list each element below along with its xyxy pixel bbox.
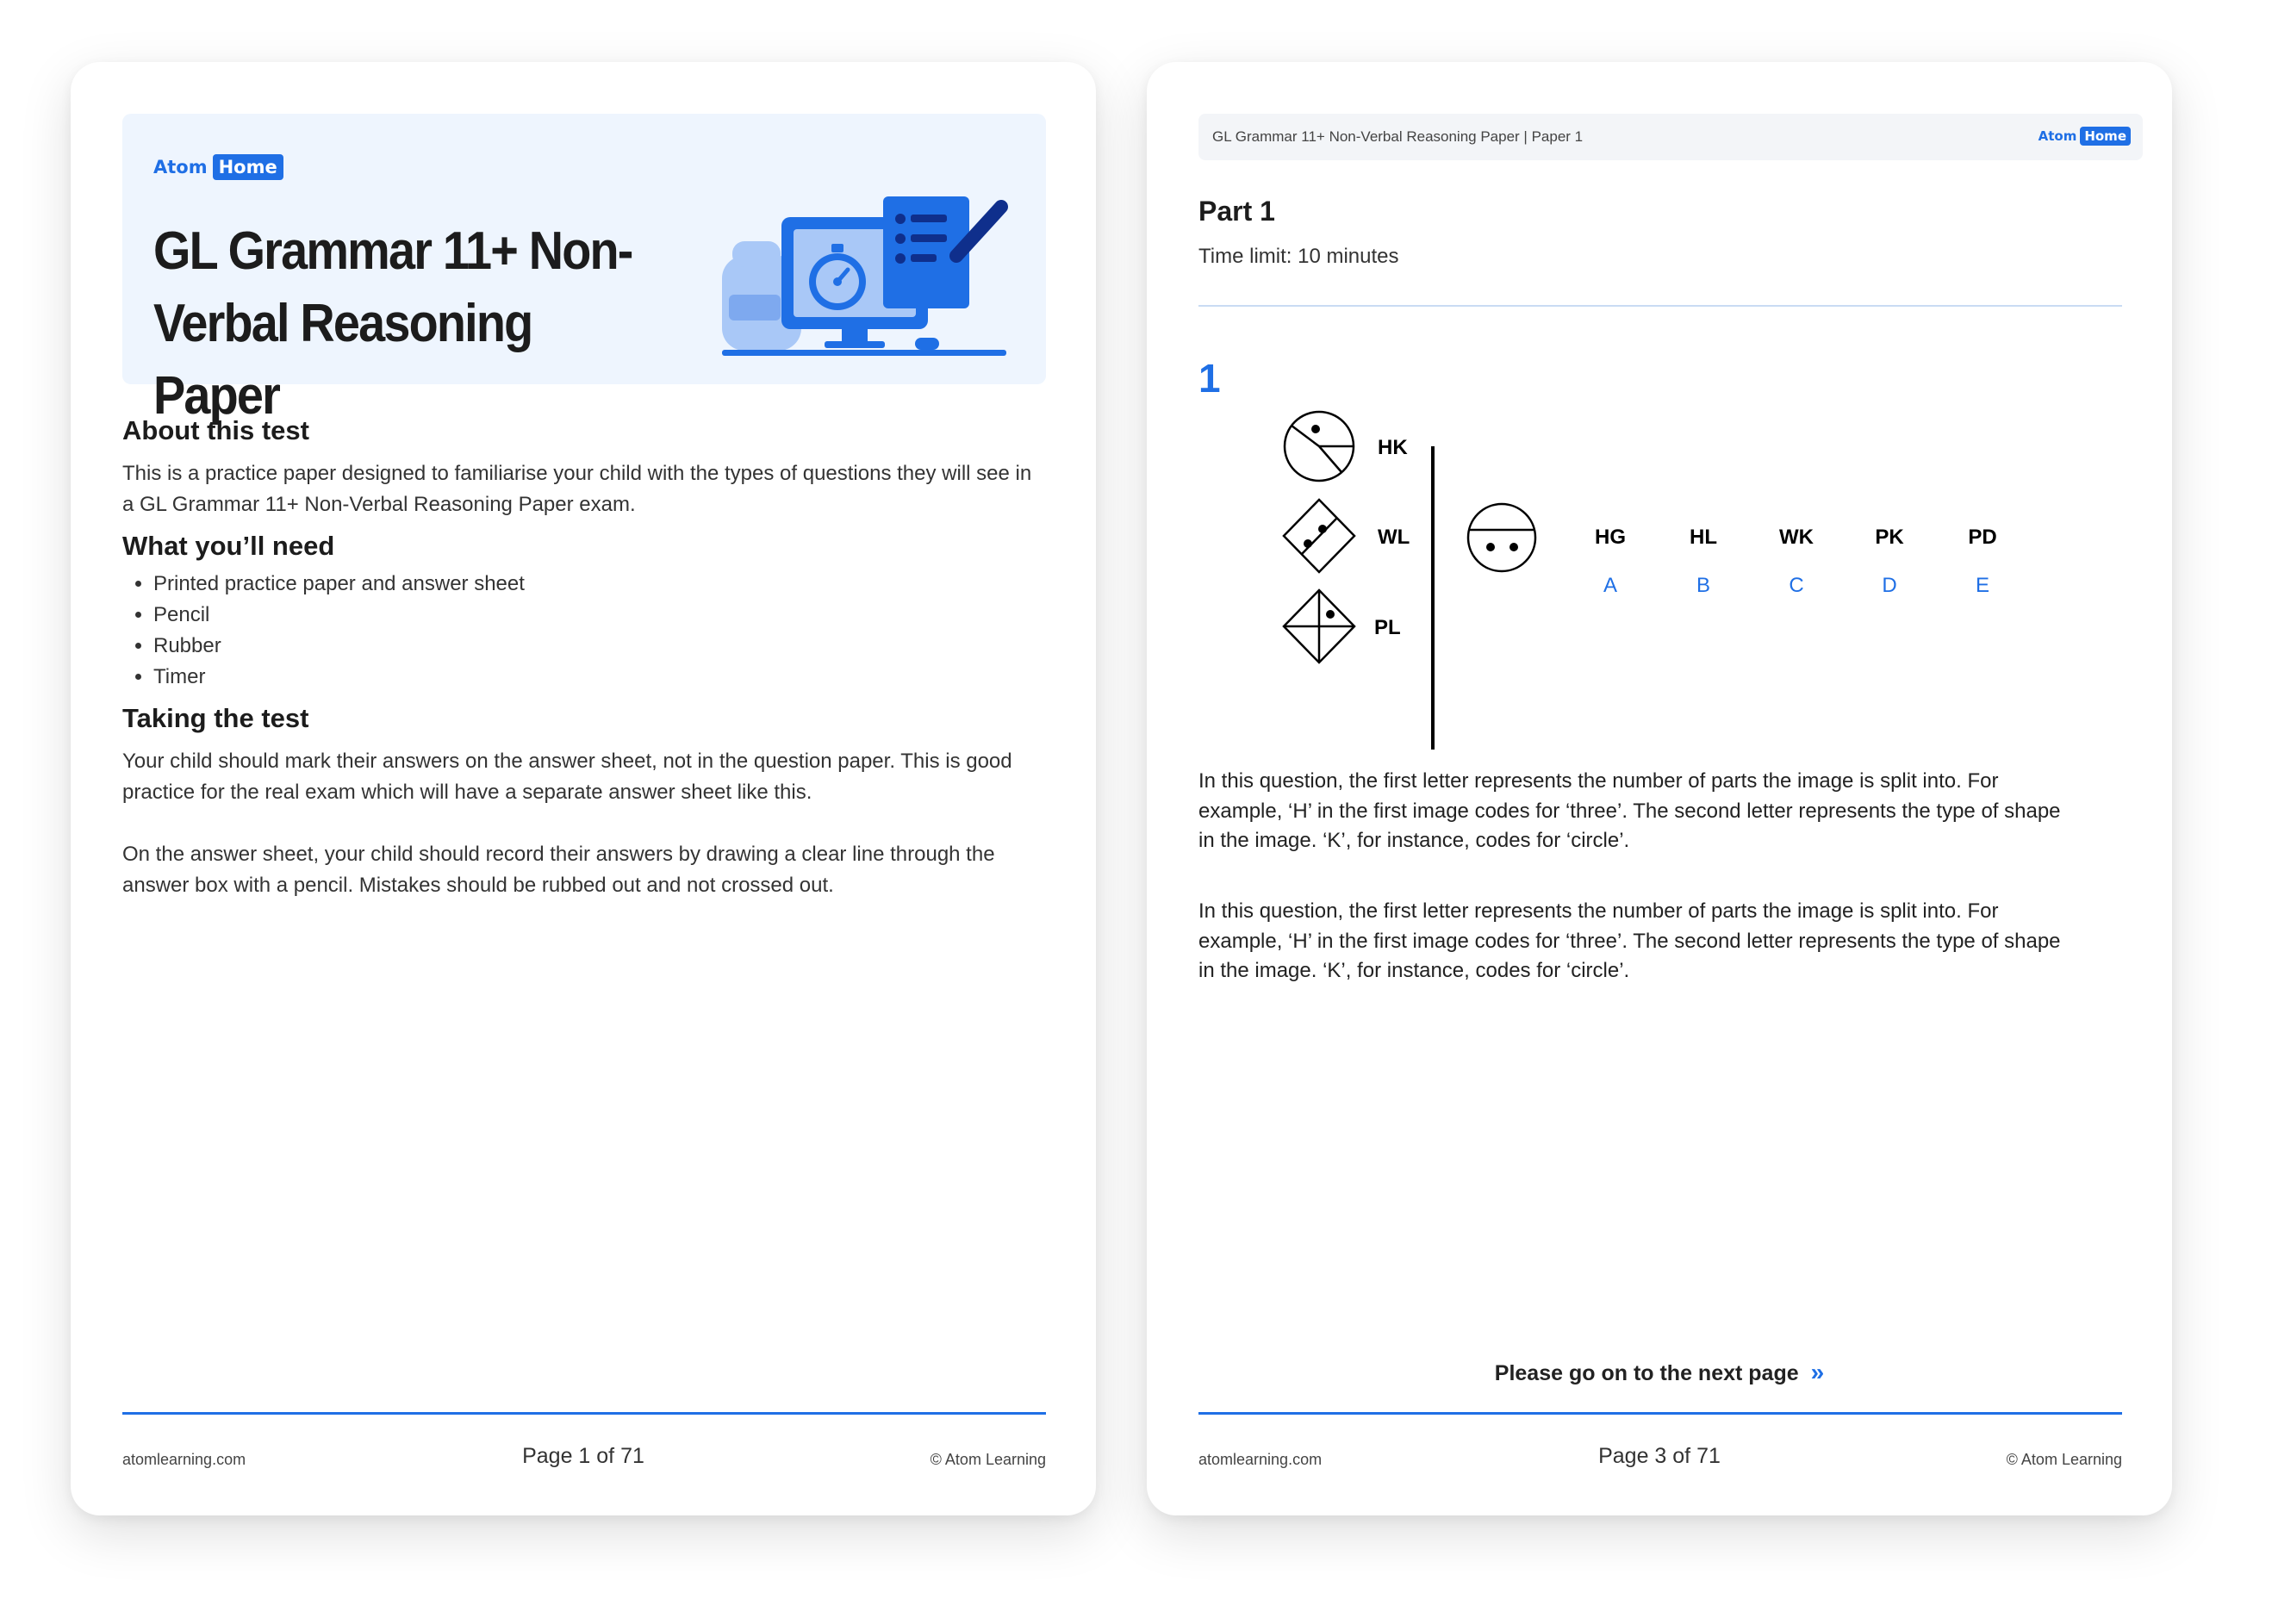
need-heading: What you’ll need xyxy=(122,531,335,561)
next-page-prompt xyxy=(1147,1359,2172,1386)
option-code: PD xyxy=(1968,526,1997,549)
atom-home-logo xyxy=(153,154,283,180)
example-code: PL xyxy=(1374,616,1401,639)
logo-home-text: Home xyxy=(2080,127,2131,146)
footer-divider xyxy=(122,1412,1046,1415)
question-figure xyxy=(1267,381,1997,760)
need-list xyxy=(122,569,1049,693)
explanation-text-1: In this question, the first letter represents the number of parts the image is split into. For example, ‘H’ in the first image codes for ‘three’. The second letter represents the type of shape in the image. ‘K’, for instance, codes for ‘circle’. xyxy=(1198,769,2061,852)
footer-website: atomlearning.com xyxy=(122,1451,246,1468)
part-title: Part 1 xyxy=(1198,196,1275,227)
footer-copyright: © Atom Learning xyxy=(2006,1451,2122,1468)
list-item: • Rubber xyxy=(153,631,1049,662)
test-shape-circle-icon xyxy=(1468,504,1535,571)
footer-divider xyxy=(1198,1412,2122,1415)
intro-body xyxy=(122,415,1049,901)
option-letter: A xyxy=(1603,574,1618,597)
taking-para-1: Your child should mark their answers on the answer sheet, not in the question paper. This is good practice for the real exam which will have a separate answer sheet like this. xyxy=(122,750,1012,804)
example-shape-diamond-quartered-icon xyxy=(1284,590,1354,663)
option-code: HG xyxy=(1595,526,1626,549)
logo-atom-text: Atom xyxy=(153,157,208,177)
about-heading: About this test xyxy=(122,415,309,445)
atom-home-logo xyxy=(2039,127,2131,146)
option-letter: D xyxy=(1882,574,1897,597)
hero-banner xyxy=(122,114,1046,426)
list-item: • Printed practice paper and answer sheet xyxy=(153,569,1049,600)
option-code: HL xyxy=(1690,526,1717,549)
option-code: PK xyxy=(1875,526,1904,549)
page-1 xyxy=(71,62,1096,1515)
taking-heading: Taking the test xyxy=(122,703,309,733)
page-header xyxy=(1198,114,2143,160)
logo-atom-text: Atom xyxy=(2038,128,2077,144)
option-letter: B xyxy=(1696,574,1711,597)
page-title: GL Grammar 11+ Non-Verbal Reasoning Paper xyxy=(153,221,632,426)
header-paper-title: GL Grammar 11+ Non-Verbal Reasoning Paper | Paper 1 xyxy=(1212,128,1584,145)
explanation-text-2: In this question, the first letter represents the number of parts the image is split into. For example, ‘H’ in the first image codes for ‘three’. The second letter represents the type of shape in the image. ‘K’, for instance, codes for ‘circle’. xyxy=(1198,899,2061,982)
footer-page-number: Page 3 of 71 xyxy=(1598,1444,1721,1468)
example-shape-circle-icon xyxy=(1285,412,1354,481)
example-shape-diamond-icon xyxy=(1284,500,1354,572)
next-page-text: Please go on to the next page xyxy=(1494,1361,1799,1385)
answer-options xyxy=(1595,526,1997,597)
page-3 xyxy=(1147,62,2172,1515)
footer-website: atomlearning.com xyxy=(1198,1451,1323,1468)
about-text: This is a practice paper designed to familiarise your child with the types of questions they will see in a GL Grammar 11+ Non-Verbal Reasoning Paper exam. xyxy=(122,462,1032,516)
time-limit: Time limit: 10 minutes xyxy=(1198,245,1399,268)
taking-para-2: On the answer sheet, your child should record their answers by drawing a clear line through the answer box with a pencil. Mistakes should be rubbed out and not crossed out. xyxy=(122,843,995,897)
option-code: WK xyxy=(1779,526,1814,549)
double-chevron-right-icon: » xyxy=(1810,1359,1825,1385)
example-code: WL xyxy=(1378,526,1410,549)
example-code: HK xyxy=(1378,436,1408,459)
computer-stopwatch-illustration-icon xyxy=(717,157,1018,364)
list-item: • Pencil xyxy=(153,600,1049,631)
logo-home-text: Home xyxy=(213,154,283,180)
footer-copyright: © Atom Learning xyxy=(930,1451,1046,1468)
footer-page-number: Page 1 of 71 xyxy=(522,1444,644,1468)
section-divider xyxy=(1198,305,2122,307)
option-letter: E xyxy=(1975,574,1990,597)
list-item: • Timer xyxy=(153,662,1049,693)
option-letter: C xyxy=(1789,574,1804,597)
question-number: 1 xyxy=(1198,356,1221,401)
